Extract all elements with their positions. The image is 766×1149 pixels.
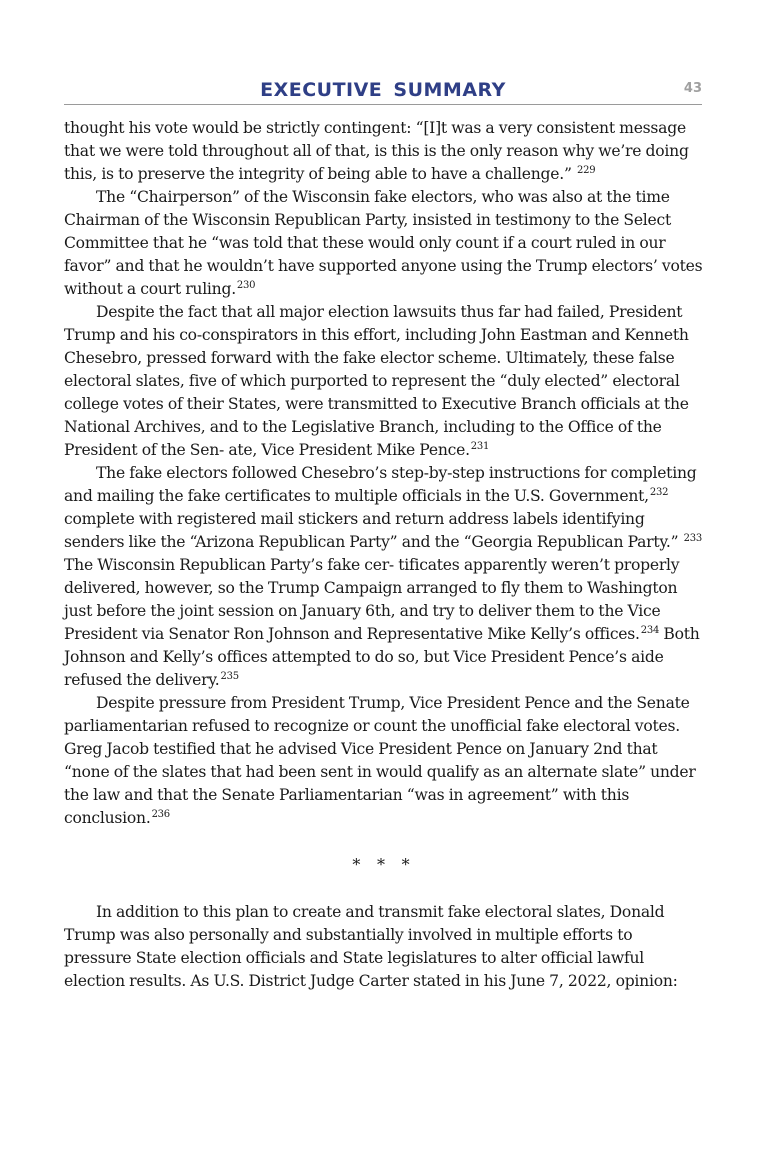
paragraph-text: The fake electors followed Chesebro’s step-by-step instructions for completing and mailing the fake certificates to multiple officials in the U.S. Government, (64, 464, 697, 505)
paragraph-text: Despite pressure from President Trump, Vice President Pence and the Senate parliamentarian refused to recognize or count the unofficial fake electoral votes. Greg Jacob testified that he advised Vice President Pence on January 2nd that “none of the slates that had been sent in would qualify as an alternate slate” under the law and that the Senate Parliamentarian “was in agreement” with this conclusion. (64, 694, 696, 827)
paragraph-3 (64, 301, 704, 462)
paragraph-text: thought his vote would be strictly contingent: “[I]t was a very consistent message that we were told throughout all of that, is this is the only reason why we’re doing this, is to preserve the integrity of being able to have a challenge.” (64, 119, 689, 183)
paragraph-text: In addition to this plan to create and transmit fake electoral slates, Donald Trump was also personally and substantially involved in multiple efforts to pressure State election officials and State legislatures to alter official lawful election results. As U.S. District Judge Carter stated in his June 7, 2022, opinion: (64, 903, 678, 990)
paragraph-6 (64, 901, 704, 993)
footnote-ref-232: 232 (649, 487, 669, 498)
section-separator: * * * (352, 855, 416, 874)
paragraph-text: The Wisconsin Republican Party’s fake cer- tificates apparently weren’t properly delivered, however, so the Trump Campaign arranged to fly them to Washington just before the joint session on January 6th, and try to deliver them to the Vice President via Senator Ron Johnson and Representative Mike Kelly’s offices. (64, 556, 680, 643)
paragraph-text: complete with registered mail stickers and return address labels identifying senders like the “Arizona Republican Party” and the “Georgia Republican Party.” (64, 510, 683, 551)
paragraph-2 (64, 186, 704, 301)
footnote-ref-231: 231 (470, 441, 490, 452)
paragraph-text: Despite the fact that all major election lawsuits thus far had failed, President Trump and his co-conspirators in this effort, including John Eastman and Kenneth Chesebro, pressed forward with the fake elector scheme. Ultimately, these false electoral slates, five of which purported to represent the “duly elected” electoral college votes of their States, were transmitted to Executive Branch officials at the National Archives, and to the Legislative Branch, including to the Office of the President of the Sen- ate, Vice President Mike Pence. (64, 303, 689, 459)
footnote-ref-236: 236 (151, 809, 170, 820)
paragraph-text: The “Chairperson” of the Wisconsin fake electors, who was also at the time Chairman of the Wisconsin Republican Party, insisted in testimony to the Select Committee that he “was told that these would only count if a court ruled in our favor” and that he wouldn’t have supported anyone using the Trump electors’ votes without a court ruling. (64, 188, 703, 298)
page-number: 43 (683, 81, 702, 96)
running-header (64, 77, 702, 105)
footnote-ref-230: 230 (236, 280, 256, 291)
body-text (64, 117, 704, 993)
paragraph-5 (64, 692, 704, 830)
paragraph-1 (64, 117, 704, 186)
footnote-ref-235: 235 (220, 671, 239, 682)
footnote-ref-229: 229 (577, 165, 596, 176)
paragraph-text: Both Johnson and Kelly’s offices attempted to do so, but Vice President Pence’s aide refused the delivery. (64, 625, 700, 689)
section-title: EXECUTIVE SUMMARY (260, 79, 506, 101)
footnote-ref-234: 234 (640, 625, 660, 636)
footnote-ref-233: 233 (683, 533, 702, 544)
paragraph-4 (64, 462, 704, 692)
